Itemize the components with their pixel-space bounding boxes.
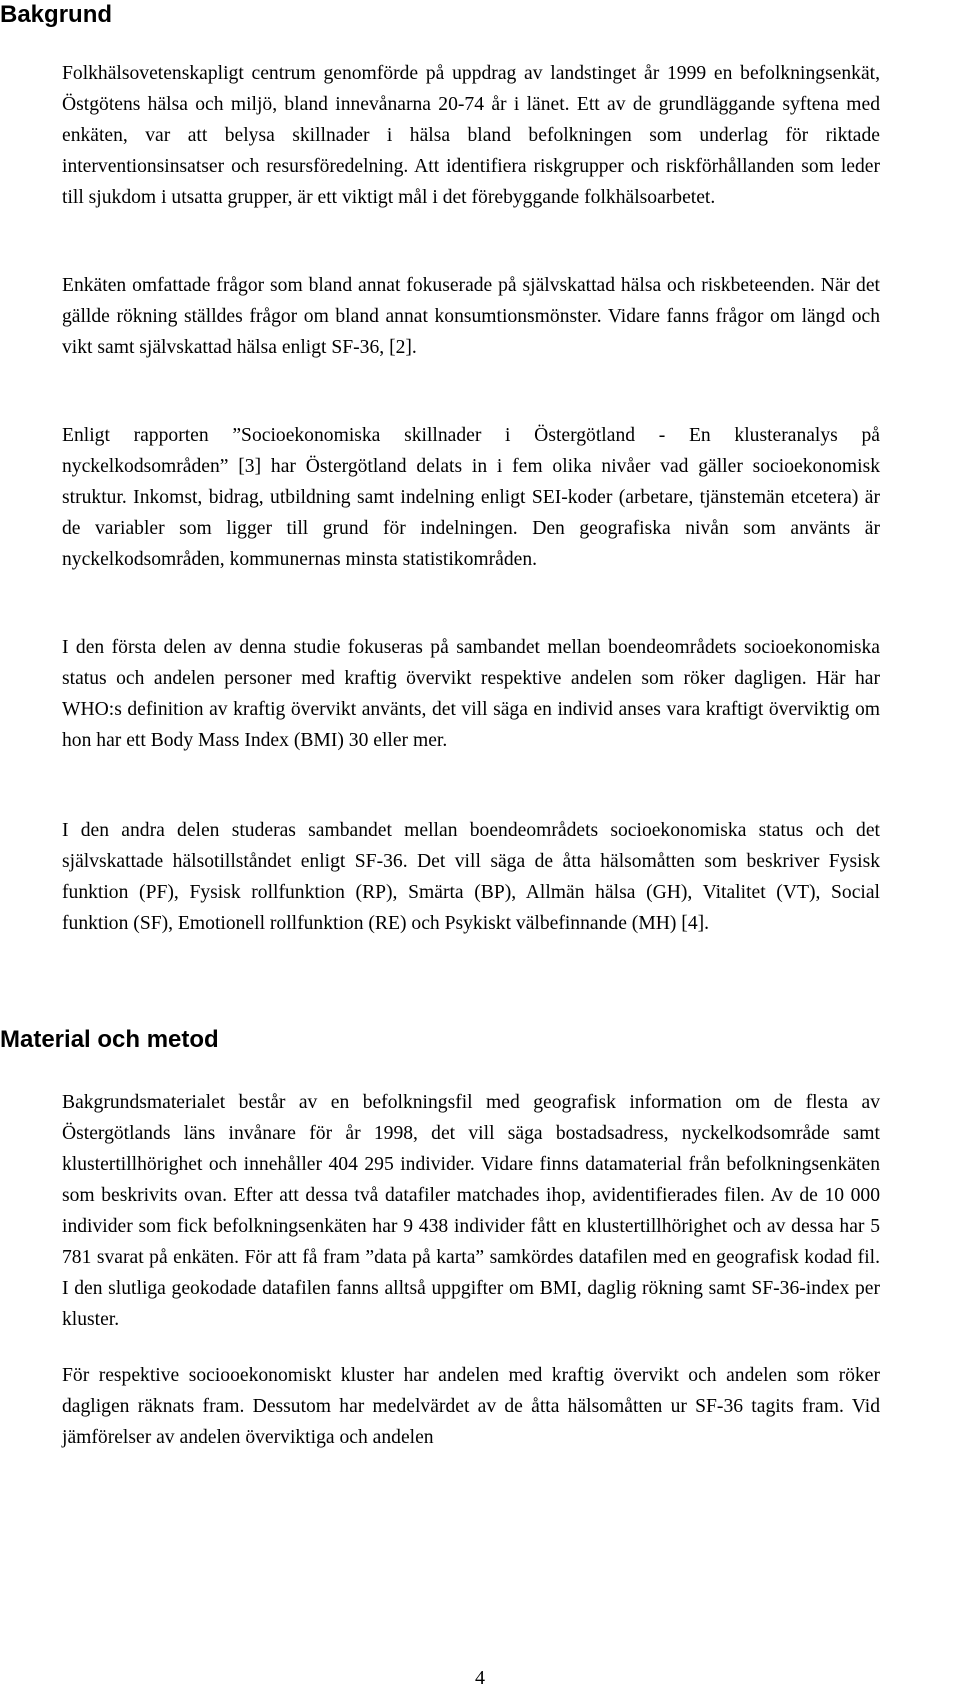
section-heading-bakgrund: Bakgrund	[0, 1, 113, 28]
paragraph-bakgrund-2: Enkäten omfattade frågor som bland annat fokuserade på självskattad hälsa och riskbeteenden. När det gällde rökning ställdes frågor om bland annat konsumtionsmönster. Vidare fanns frågor om längd och vikt samt självskattad hälsa enligt SF-36, [2].	[62, 275, 880, 358]
section-heading-material-och-metod: Material och metod	[0, 1026, 219, 1053]
paragraph-bakgrund-4: I den första delen av denna studie fokuseras på sambandet mellan boendeområdets socioekonomiska status och andelen personer med kraftig övervikt respektive andelen som röker dagligen. Här har WHO:s definition av kraftig övervikt använts, det vill säga en individ anses vara kraftigt överviktig om hon har ett Body Mass Index (BMI) 30 eller mer.	[62, 637, 880, 751]
paragraph-metod-2: För respektive sociooekonomiskt kluster har andelen med kraftig övervikt och andelen som röker dagligen räknats fram. Dessutom har medelvärdet av de åtta hälsomåtten ur SF-36 tagits fram. Vid jämförelser av andelen överviktiga och andelen	[62, 1365, 880, 1448]
paragraph-bakgrund-3: Enligt rapporten ”Socioekonomiska skillnader i Östergötland - En klusteranalys på nyckelkodsområden” [3] har Östergötland delats in i fem olika nivåer vad gäller socioekonomisk struktur. Inkomst, bidrag, utbildning samt indelning enligt SEI-koder (arbetare, tjänstemän etcetera) är de variabler som ligger till grund för indelningen. Den geografiska nivån som använts är nyckelkodsområden, kommunernas minsta statistikområden.	[62, 425, 880, 570]
paragraph-bakgrund-5: I den andra delen studeras sambandet mellan boendeområdets socioekonomiska status och det självskattade hälsotillståndet enligt SF-36. Det vill säga de åtta hälsomåtten som beskriver Fysisk funktion (PF), Fysisk rollfunktion (RP), Smärta (BP), Allmän hälsa (GH), Vitalitet (VT), Social funktion (SF), Emotionell rollfunktion (RE) och Psykiskt välbefinnande (MH) [4].	[62, 820, 880, 934]
page-number: 4	[475, 1667, 485, 1689]
paragraph-metod-1: Bakgrundsmaterialet består av en befolkningsfil med geografisk information om de flesta av Östergötlands läns invånare för år 1998, det vill säga bostadsadress, nyckelkodsområde samt klustertillhörighet och innehåller 404 295 individer. Vidare finns datamaterial från befolkningsenkäten som beskrivits ovan. Efter att dessa två datafiler matchades ihop, avidentifierades filen. Av de 10 000 individer som fick befolkningsenkäten har 9 438 individer fått en klustertillhörighet och av dessa har 5 781 svarat på enkäten. För att få fram ”data på karta” samkördes datafilen med en geografisk kodad fil. I den slutliga geokodade datafilen fanns alltså uppgifter om BMI, daglig rökning samt SF-36-index per kluster.	[62, 1092, 880, 1330]
paragraph-bakgrund-1: Folkhälsovetenskapligt centrum genomförde på uppdrag av landstinget år 1999 en befolkningsenkät, Östgötens hälsa och miljö, bland innevånarna 20-74 år i länet. Ett av de grundläggande syftena med enkäten, var att belysa skillnader i hälsa bland befolkningen som underlag för riktade interventionsinsatser och resursföredelning. Att identifiera riskgrupper och riskförhållanden som leder till sjukdom i utsatta grupper, är ett viktigt mål i det förebyggande folkhälsoarbetet.	[62, 63, 880, 208]
